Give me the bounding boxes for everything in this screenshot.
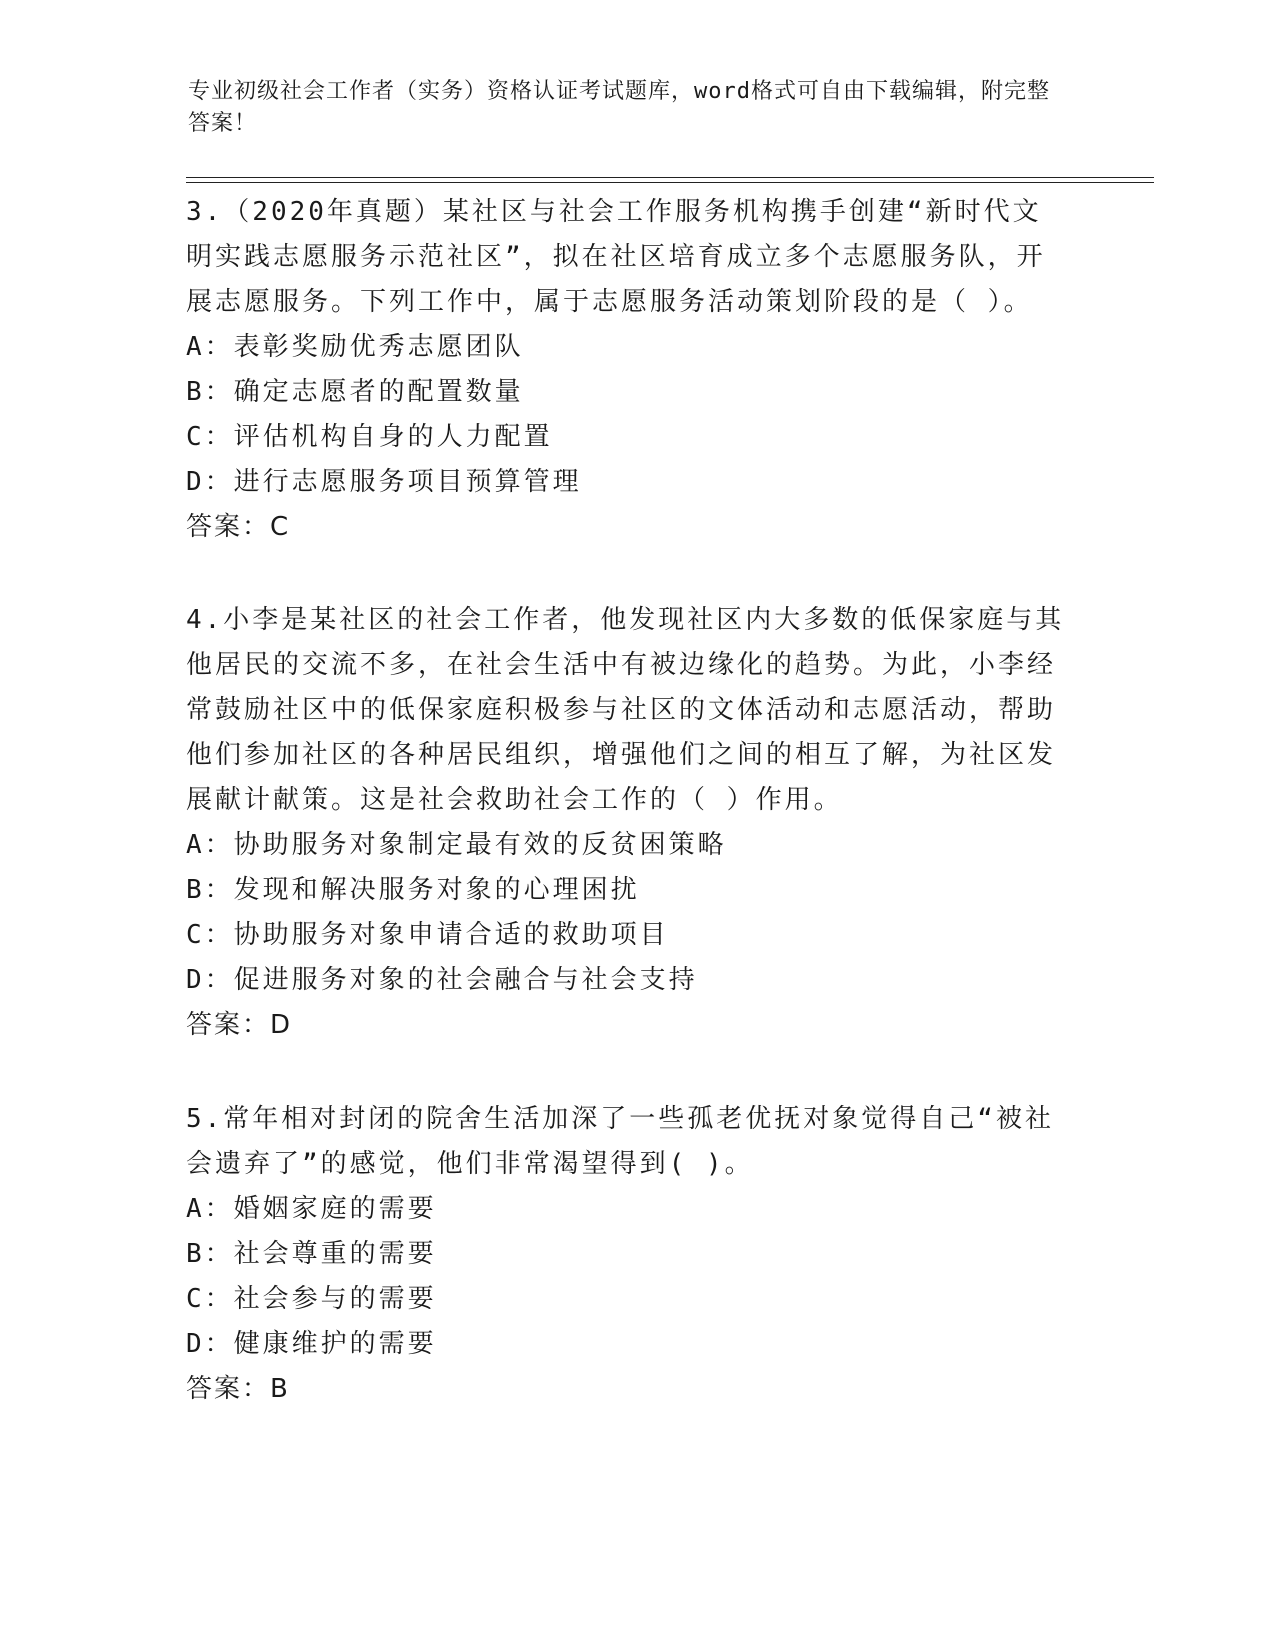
option-b: B：发现和解决服务对象的心理困扰	[186, 875, 640, 905]
option-d: D：健康维护的需要	[186, 1329, 437, 1359]
answer-line: 答案：C	[186, 512, 291, 542]
option-c: C：协助服务对象申请合适的救助项目	[186, 920, 669, 950]
question-stem: 3.（2020年真题）某社区与社会工作服务机构携手创建“新时代文明实践志愿服务示范社区”，拟在社区培育成立多个志愿服务队，开展志愿服务。下列工作中，属于志愿服务活动策划阶段的是（ ）。	[186, 197, 1046, 317]
question-5	[186, 1097, 1066, 1412]
option-a: A：表彰奖励优秀志愿团队	[186, 332, 524, 362]
option-a: A：婚姻家庭的需要	[186, 1194, 437, 1224]
question-4	[186, 598, 1066, 1048]
document-header: 专业初级社会工作者（实务）资格认证考试题库，word格式可自由下载编辑，附完整答案！	[188, 79, 1050, 136]
option-b: B：确定志愿者的配置数量	[186, 377, 524, 407]
question-3	[186, 190, 1066, 550]
option-d: D：促进服务对象的社会融合与社会支持	[186, 965, 698, 995]
answer-line: 答案：D	[186, 1010, 293, 1040]
option-d: D：进行志愿服务项目预算管理	[186, 467, 582, 497]
header-divider-bottom	[186, 182, 1154, 183]
option-a: A：协助服务对象制定最有效的反贫困策略	[186, 830, 727, 860]
option-c: C：评估机构自身的人力配置	[186, 422, 553, 452]
option-c: C：社会参与的需要	[186, 1284, 437, 1314]
header-divider-top	[186, 177, 1154, 178]
answer-line: 答案：B	[186, 1374, 290, 1404]
option-b: B：社会尊重的需要	[186, 1239, 437, 1269]
question-stem: 4.小李是某社区的社会工作者，他发现社区内大多数的低保家庭与其他居民的交流不多，在社会生活中有被边缘化的趋势。为此，小李经常鼓励社区中的低保家庭积极参与社区的文体活动和志愿活动，帮助他们参加社区的各种居民组织，增强他们之间的相互了解，为社区发展献计献策。这是社会救助社会工作的（ ）作用。	[186, 605, 1065, 815]
question-stem: 5.常年相对封闭的院舍生活加深了一些孤老优抚对象觉得自己“被社会遗弃了”的感觉，他们非常渴望得到( )。	[186, 1104, 1054, 1179]
